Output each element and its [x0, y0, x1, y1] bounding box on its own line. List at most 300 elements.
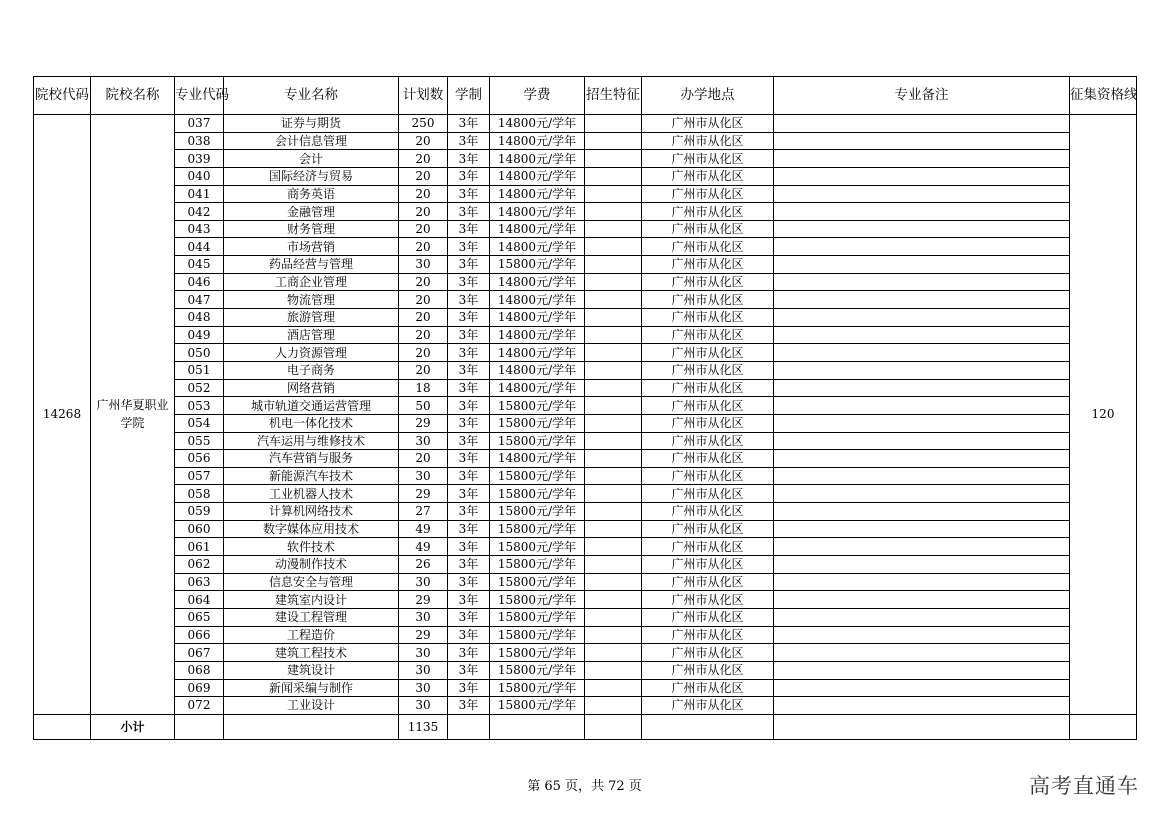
cell-location: 广州市从化区 [642, 132, 774, 150]
cell-remark [774, 432, 1070, 450]
table-row [34, 115, 1137, 133]
cell-feature [585, 185, 642, 203]
cell-plan: 20 [399, 273, 448, 291]
cell-code: 068 [175, 661, 224, 679]
cell-name: 汽车营销与服务 [224, 450, 399, 468]
header-major-code: 专业代码 [175, 77, 224, 115]
table-row [34, 538, 1137, 556]
cell-code: 048 [175, 309, 224, 327]
cell-code: 049 [175, 326, 224, 344]
cell-tuition: 15800元/学年 [490, 432, 585, 450]
cell-tuition: 14800元/学年 [490, 450, 585, 468]
cell-name: 市场营销 [224, 238, 399, 256]
cell-feature [585, 256, 642, 274]
cell-name: 信息安全与管理 [224, 573, 399, 591]
cell-feature [585, 397, 642, 415]
subtotal-empty [224, 714, 399, 739]
cell-feature [585, 608, 642, 626]
cell-remark [774, 608, 1070, 626]
cell-name: 药品经营与管理 [224, 256, 399, 274]
cell-duration: 3年 [448, 326, 490, 344]
cell-feature [585, 626, 642, 644]
cell-code: 051 [175, 361, 224, 379]
header-school-name: 院校名称 [91, 77, 175, 115]
admissions-table [33, 76, 1137, 740]
cell-location: 广州市从化区 [642, 273, 774, 291]
table-row [34, 238, 1137, 256]
cell-plan: 20 [399, 291, 448, 309]
cell-duration: 3年 [448, 361, 490, 379]
cell-remark [774, 220, 1070, 238]
cell-duration: 3年 [448, 309, 490, 327]
table-row [34, 326, 1137, 344]
cell-code: 063 [175, 573, 224, 591]
cell-location: 广州市从化区 [642, 661, 774, 679]
subtotal-empty [642, 714, 774, 739]
table-row [34, 573, 1137, 591]
cell-name: 软件技术 [224, 538, 399, 556]
cell-plan: 30 [399, 608, 448, 626]
subtotal-empty [448, 714, 490, 739]
cell-tuition: 14800元/学年 [490, 309, 585, 327]
cell-plan: 29 [399, 485, 448, 503]
cell-name: 新能源汽车技术 [224, 467, 399, 485]
cell-tuition: 15800元/学年 [490, 626, 585, 644]
cell-feature [585, 591, 642, 609]
school-code-cell: 14268 [34, 115, 91, 715]
cell-name: 网络营销 [224, 379, 399, 397]
cell-duration: 3年 [448, 397, 490, 415]
cell-code: 047 [175, 291, 224, 309]
cell-plan: 30 [399, 432, 448, 450]
subtotal-plan: 1135 [399, 714, 448, 739]
cell-name: 建设工程管理 [224, 608, 399, 626]
cell-location: 广州市从化区 [642, 697, 774, 715]
cell-plan: 30 [399, 661, 448, 679]
cell-duration: 3年 [448, 591, 490, 609]
table-row [34, 679, 1137, 697]
cell-duration: 3年 [448, 150, 490, 168]
table-row [34, 467, 1137, 485]
cell-remark [774, 467, 1070, 485]
cell-tuition: 15800元/学年 [490, 661, 585, 679]
cell-tuition: 15800元/学年 [490, 256, 585, 274]
cell-feature [585, 573, 642, 591]
cell-plan: 30 [399, 467, 448, 485]
cell-feature [585, 132, 642, 150]
cell-remark [774, 238, 1070, 256]
cell-code: 053 [175, 397, 224, 415]
cell-plan: 20 [399, 150, 448, 168]
cell-remark [774, 185, 1070, 203]
cell-name: 电子商务 [224, 361, 399, 379]
table-row [34, 379, 1137, 397]
cell-tuition: 15800元/学年 [490, 538, 585, 556]
cell-location: 广州市从化区 [642, 485, 774, 503]
cell-duration: 3年 [448, 185, 490, 203]
threshold-cell: 120 [1070, 115, 1137, 715]
cell-tuition: 14800元/学年 [490, 115, 585, 133]
cell-feature [585, 361, 642, 379]
cell-name: 酒店管理 [224, 326, 399, 344]
cell-tuition: 14800元/学年 [490, 344, 585, 362]
cell-code: 061 [175, 538, 224, 556]
cell-remark [774, 256, 1070, 274]
cell-tuition: 14800元/学年 [490, 361, 585, 379]
cell-feature [585, 697, 642, 715]
cell-duration: 3年 [448, 573, 490, 591]
cell-plan: 20 [399, 220, 448, 238]
cell-tuition: 15800元/学年 [490, 556, 585, 574]
cell-tuition: 14800元/学年 [490, 291, 585, 309]
cell-location: 广州市从化区 [642, 361, 774, 379]
cell-tuition: 14800元/学年 [490, 132, 585, 150]
cell-code: 067 [175, 644, 224, 662]
cell-code: 043 [175, 220, 224, 238]
cell-tuition: 15800元/学年 [490, 573, 585, 591]
cell-code: 056 [175, 450, 224, 468]
cell-duration: 3年 [448, 538, 490, 556]
cell-feature [585, 220, 642, 238]
cell-tuition: 14800元/学年 [490, 167, 585, 185]
subtotal-empty [175, 714, 224, 739]
cell-code: 060 [175, 520, 224, 538]
cell-code: 037 [175, 115, 224, 133]
table-row [34, 150, 1137, 168]
cell-duration: 3年 [448, 485, 490, 503]
cell-name: 机电一体化技术 [224, 414, 399, 432]
cell-tuition: 15800元/学年 [490, 397, 585, 415]
cell-name: 工业机器人技术 [224, 485, 399, 503]
cell-code: 057 [175, 467, 224, 485]
cell-code: 042 [175, 203, 224, 221]
cell-plan: 20 [399, 238, 448, 256]
cell-duration: 3年 [448, 344, 490, 362]
cell-code: 059 [175, 503, 224, 521]
cell-location: 广州市从化区 [642, 167, 774, 185]
cell-duration: 3年 [448, 644, 490, 662]
cell-location: 广州市从化区 [642, 644, 774, 662]
cell-plan: 49 [399, 538, 448, 556]
cell-duration: 3年 [448, 132, 490, 150]
cell-name: 财务管理 [224, 220, 399, 238]
cell-code: 072 [175, 697, 224, 715]
cell-code: 046 [175, 273, 224, 291]
header-remark: 专业备注 [774, 77, 1070, 115]
cell-name: 建筑工程技术 [224, 644, 399, 662]
cell-remark [774, 538, 1070, 556]
cell-duration: 3年 [448, 520, 490, 538]
cell-tuition: 14800元/学年 [490, 150, 585, 168]
header-threshold: 征集资格线 [1070, 77, 1137, 115]
cell-plan: 18 [399, 379, 448, 397]
cell-location: 广州市从化区 [642, 185, 774, 203]
cell-name: 汽车运用与维修技术 [224, 432, 399, 450]
cell-plan: 29 [399, 414, 448, 432]
cell-duration: 3年 [448, 256, 490, 274]
cell-plan: 27 [399, 503, 448, 521]
cell-plan: 250 [399, 115, 448, 133]
cell-name: 城市轨道交通运营管理 [224, 397, 399, 415]
cell-code: 066 [175, 626, 224, 644]
cell-remark [774, 556, 1070, 574]
cell-duration: 3年 [448, 167, 490, 185]
cell-name: 物流管理 [224, 291, 399, 309]
cell-location: 广州市从化区 [642, 556, 774, 574]
table-row [34, 203, 1137, 221]
cell-remark [774, 485, 1070, 503]
cell-feature [585, 467, 642, 485]
cell-name: 会计 [224, 150, 399, 168]
table-row [34, 132, 1137, 150]
cell-remark [774, 520, 1070, 538]
table-row [34, 697, 1137, 715]
cell-feature [585, 679, 642, 697]
table-row [34, 520, 1137, 538]
cell-name: 旅游管理 [224, 309, 399, 327]
cell-remark [774, 203, 1070, 221]
cell-duration: 3年 [448, 273, 490, 291]
cell-location: 广州市从化区 [642, 203, 774, 221]
cell-code: 040 [175, 167, 224, 185]
cell-feature [585, 167, 642, 185]
cell-remark [774, 626, 1070, 644]
table-row [34, 661, 1137, 679]
table-row [34, 626, 1137, 644]
cell-duration: 3年 [448, 503, 490, 521]
table-row [34, 556, 1137, 574]
cell-code: 055 [175, 432, 224, 450]
cell-duration: 3年 [448, 379, 490, 397]
table-row [34, 414, 1137, 432]
cell-plan: 20 [399, 203, 448, 221]
cell-feature [585, 344, 642, 362]
table-row [34, 309, 1137, 327]
cell-feature [585, 450, 642, 468]
cell-location: 广州市从化区 [642, 379, 774, 397]
cell-name: 国际经济与贸易 [224, 167, 399, 185]
table-row [34, 432, 1137, 450]
cell-duration: 3年 [448, 203, 490, 221]
cell-remark [774, 309, 1070, 327]
cell-tuition: 15800元/学年 [490, 697, 585, 715]
cell-remark [774, 661, 1070, 679]
table-row [34, 291, 1137, 309]
cell-name: 工程造价 [224, 626, 399, 644]
cell-remark [774, 679, 1070, 697]
header-feature: 招生特征 [585, 77, 642, 115]
cell-feature [585, 379, 642, 397]
header-school-code: 院校代码 [34, 77, 91, 115]
cell-feature [585, 414, 642, 432]
cell-name: 建筑设计 [224, 661, 399, 679]
cell-remark [774, 361, 1070, 379]
table-row [34, 485, 1137, 503]
cell-name: 工业设计 [224, 697, 399, 715]
cell-code: 064 [175, 591, 224, 609]
table-row [34, 185, 1137, 203]
cell-location: 广州市从化区 [642, 344, 774, 362]
cell-plan: 20 [399, 361, 448, 379]
cell-location: 广州市从化区 [642, 467, 774, 485]
cell-code: 045 [175, 256, 224, 274]
cell-plan: 20 [399, 450, 448, 468]
subtotal-empty [774, 714, 1070, 739]
cell-plan: 26 [399, 556, 448, 574]
subtotal-row [34, 714, 1137, 739]
cell-location: 广州市从化区 [642, 238, 774, 256]
cell-remark [774, 379, 1070, 397]
cell-remark [774, 573, 1070, 591]
subtotal-label: 小计 [91, 714, 175, 739]
cell-duration: 3年 [448, 697, 490, 715]
cell-remark [774, 503, 1070, 521]
cell-location: 广州市从化区 [642, 326, 774, 344]
cell-tuition: 15800元/学年 [490, 485, 585, 503]
cell-tuition: 15800元/学年 [490, 608, 585, 626]
cell-tuition: 15800元/学年 [490, 503, 585, 521]
cell-plan: 20 [399, 344, 448, 362]
cell-tuition: 14800元/学年 [490, 273, 585, 291]
header-major-name: 专业名称 [224, 77, 399, 115]
table-row [34, 591, 1137, 609]
cell-location: 广州市从化区 [642, 309, 774, 327]
cell-feature [585, 115, 642, 133]
cell-plan: 20 [399, 132, 448, 150]
cell-duration: 3年 [448, 608, 490, 626]
cell-code: 052 [175, 379, 224, 397]
subtotal-empty [490, 714, 585, 739]
cell-duration: 3年 [448, 626, 490, 644]
header-duration: 学制 [448, 77, 490, 115]
cell-location: 广州市从化区 [642, 520, 774, 538]
table-row [34, 361, 1137, 379]
cell-remark [774, 115, 1070, 133]
table-row [34, 608, 1137, 626]
cell-remark [774, 150, 1070, 168]
cell-feature [585, 203, 642, 221]
cell-remark [774, 644, 1070, 662]
cell-duration: 3年 [448, 467, 490, 485]
table-row [34, 344, 1137, 362]
cell-tuition: 14800元/学年 [490, 203, 585, 221]
cell-code: 044 [175, 238, 224, 256]
cell-name: 数字媒体应用技术 [224, 520, 399, 538]
cell-tuition: 15800元/学年 [490, 520, 585, 538]
cell-code: 050 [175, 344, 224, 362]
cell-feature [585, 273, 642, 291]
header-plan: 计划数 [399, 77, 448, 115]
school-name-cell: 广州华夏职业学院 [91, 115, 175, 715]
table-row [34, 273, 1137, 291]
cell-location: 广州市从化区 [642, 220, 774, 238]
watermark: 高考直通车 [1029, 774, 1139, 798]
cell-duration: 3年 [448, 115, 490, 133]
cell-remark [774, 132, 1070, 150]
cell-duration: 3年 [448, 661, 490, 679]
cell-name: 工商企业管理 [224, 273, 399, 291]
cell-feature [585, 538, 642, 556]
cell-tuition: 14800元/学年 [490, 220, 585, 238]
cell-location: 广州市从化区 [642, 291, 774, 309]
cell-location: 广州市从化区 [642, 503, 774, 521]
cell-code: 041 [175, 185, 224, 203]
table-row [34, 503, 1137, 521]
cell-remark [774, 344, 1070, 362]
cell-feature [585, 238, 642, 256]
cell-location: 广州市从化区 [642, 256, 774, 274]
cell-location: 广州市从化区 [642, 538, 774, 556]
cell-duration: 3年 [448, 238, 490, 256]
table-row [34, 450, 1137, 468]
cell-tuition: 15800元/学年 [490, 644, 585, 662]
cell-tuition: 15800元/学年 [490, 467, 585, 485]
subtotal-empty [34, 714, 91, 739]
cell-remark [774, 397, 1070, 415]
cell-remark [774, 326, 1070, 344]
cell-code: 069 [175, 679, 224, 697]
cell-location: 广州市从化区 [642, 115, 774, 133]
cell-feature [585, 503, 642, 521]
table-row [34, 167, 1137, 185]
cell-tuition: 15800元/学年 [490, 679, 585, 697]
cell-duration: 3年 [448, 679, 490, 697]
cell-duration: 3年 [448, 220, 490, 238]
cell-tuition: 14800元/学年 [490, 238, 585, 256]
cell-plan: 29 [399, 591, 448, 609]
cell-code: 065 [175, 608, 224, 626]
subtotal-empty [1070, 714, 1137, 739]
cell-tuition: 14800元/学年 [490, 379, 585, 397]
cell-name: 人力资源管理 [224, 344, 399, 362]
cell-plan: 20 [399, 167, 448, 185]
cell-code: 039 [175, 150, 224, 168]
cell-location: 广州市从化区 [642, 432, 774, 450]
cell-plan: 20 [399, 326, 448, 344]
cell-duration: 3年 [448, 414, 490, 432]
table-row [34, 644, 1137, 662]
cell-name: 证券与期货 [224, 115, 399, 133]
cell-location: 广州市从化区 [642, 573, 774, 591]
cell-feature [585, 661, 642, 679]
table-row [34, 220, 1137, 238]
cell-duration: 3年 [448, 556, 490, 574]
cell-location: 广州市从化区 [642, 608, 774, 626]
cell-location: 广州市从化区 [642, 450, 774, 468]
cell-location: 广州市从化区 [642, 397, 774, 415]
cell-code: 038 [175, 132, 224, 150]
cell-remark [774, 167, 1070, 185]
cell-remark [774, 697, 1070, 715]
cell-location: 广州市从化区 [642, 591, 774, 609]
cell-remark [774, 291, 1070, 309]
page-footer: 第 65 页，共 72 页 [527, 779, 642, 794]
cell-location: 广州市从化区 [642, 414, 774, 432]
cell-location: 广州市从化区 [642, 679, 774, 697]
cell-plan: 20 [399, 309, 448, 327]
cell-plan: 30 [399, 697, 448, 715]
cell-plan: 30 [399, 573, 448, 591]
header-tuition: 学费 [490, 77, 585, 115]
table-header-row [34, 77, 1137, 115]
cell-plan: 49 [399, 520, 448, 538]
cell-code: 054 [175, 414, 224, 432]
cell-feature [585, 520, 642, 538]
cell-location: 广州市从化区 [642, 626, 774, 644]
subtotal-empty [585, 714, 642, 739]
cell-plan: 50 [399, 397, 448, 415]
cell-code: 062 [175, 556, 224, 574]
